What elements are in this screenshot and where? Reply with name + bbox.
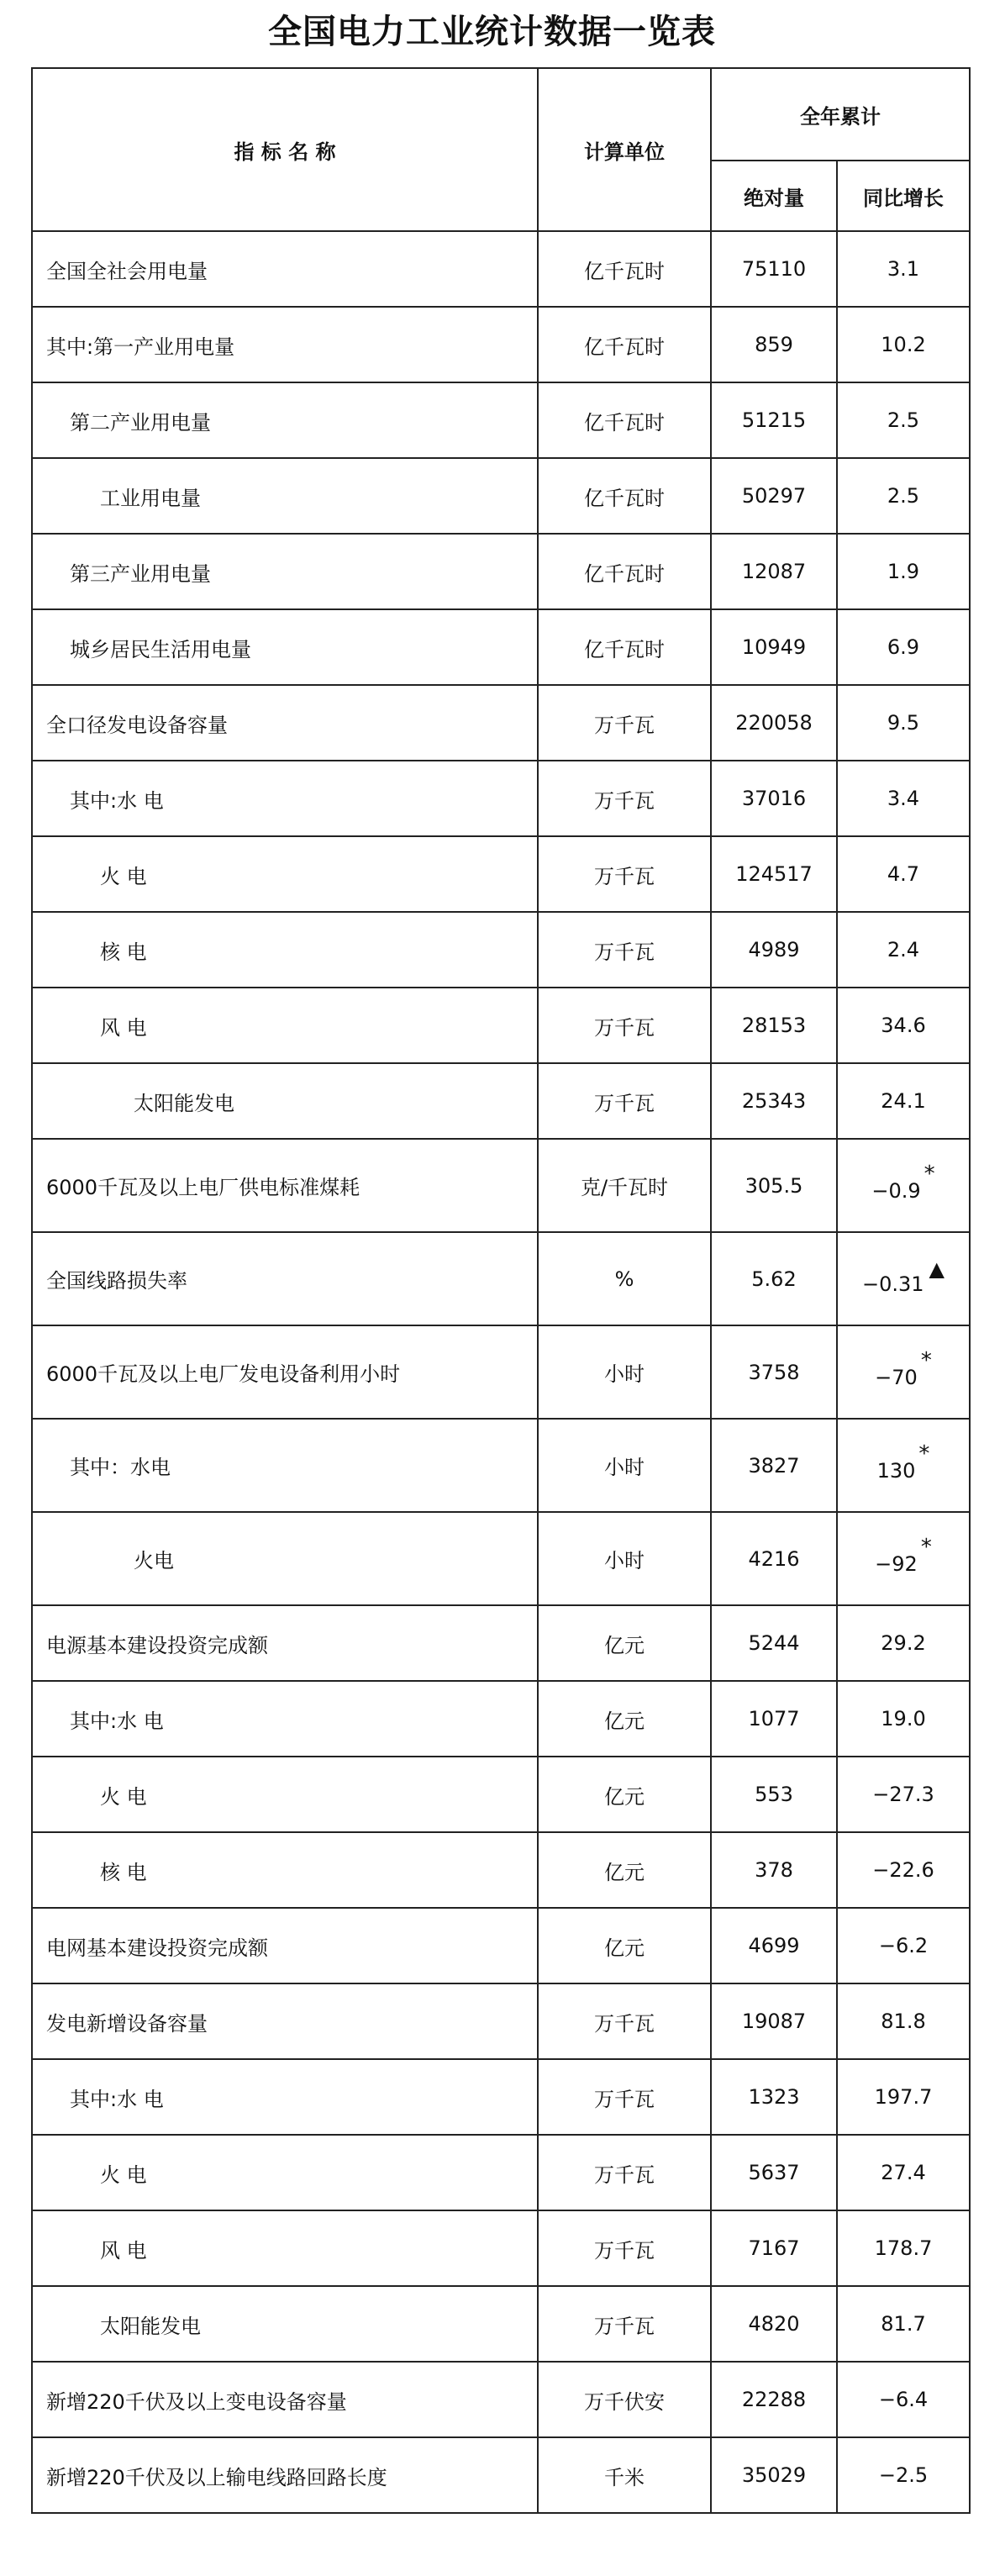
indicator-name: 其中:水 电 (32, 2059, 538, 2135)
yoy-growth-value: −92 (875, 1551, 918, 1576)
table-row (32, 458, 970, 534)
table-row (32, 1232, 970, 1325)
absolute-value: 35029 (711, 2437, 837, 2513)
unit-cell: 亿元 (538, 1681, 711, 1757)
absolute-value: 859 (711, 307, 837, 382)
table-row (32, 307, 970, 382)
yoy-growth-value: −27.3 (872, 1783, 934, 1806)
yoy-growth-value: 3.4 (887, 787, 920, 810)
absolute-value: 4820 (711, 2286, 837, 2362)
yoy-growth-cell (837, 458, 970, 534)
indicator-name: 工业用电量 (32, 458, 538, 534)
table-row (32, 2135, 970, 2210)
yoy-growth-value: 2.4 (887, 938, 920, 961)
yoy-growth-value: −0.9 (871, 1178, 921, 1203)
indicator-name: 火电 (32, 1512, 538, 1605)
yoy-growth-cell (837, 1419, 970, 1512)
unit-cell: 万千瓦 (538, 836, 711, 912)
header-indicator-name: 指 标 名 称 (32, 68, 538, 231)
table-row (32, 1832, 970, 1908)
absolute-value: 220058 (711, 685, 837, 761)
table-row (32, 1983, 970, 2059)
unit-cell: 亿千瓦时 (538, 382, 711, 458)
absolute-value: 4699 (711, 1908, 837, 1983)
absolute-value: 3827 (711, 1419, 837, 1512)
unit-cell: 亿千瓦时 (538, 458, 711, 534)
asterisk-marker: * (920, 1347, 932, 1373)
unit-cell: 小时 (538, 1325, 711, 1419)
table-row (32, 988, 970, 1063)
absolute-value: 37016 (711, 761, 837, 836)
yoy-growth-value: 34.6 (881, 1014, 926, 1037)
unit-cell: 亿元 (538, 1832, 711, 1908)
absolute-value: 5.62 (711, 1232, 837, 1325)
yoy-growth-cell (837, 685, 970, 761)
page-title: 全国电力工业统计数据一览表 (268, 13, 716, 51)
absolute-value: 5637 (711, 2135, 837, 2210)
yoy-growth-cell (837, 2210, 970, 2286)
header-absolute: 绝对量 (711, 161, 837, 231)
yoy-growth-value: −2.5 (878, 2463, 929, 2487)
yoy-growth-value: 3.1 (887, 257, 920, 281)
absolute-value: 4216 (711, 1512, 837, 1605)
indicator-name: 电网基本建设投资完成额 (32, 1908, 538, 1983)
yoy-growth-value: −6.2 (878, 1934, 929, 1957)
yoy-growth-value: 24.1 (881, 1089, 926, 1113)
unit-cell: 万千瓦 (538, 2059, 711, 2135)
yoy-growth-value: 178.7 (874, 2236, 933, 2260)
indicator-name: 全国全社会用电量 (32, 231, 538, 307)
yoy-growth-cell (837, 1605, 970, 1681)
table-row (32, 231, 970, 307)
table-row (32, 609, 970, 685)
yoy-growth-cell (837, 1063, 970, 1139)
indicator-name: 新增220千伏及以上输电线路回路长度 (32, 2437, 538, 2513)
unit-cell: 万千瓦 (538, 988, 711, 1063)
unit-cell: 小时 (538, 1419, 711, 1512)
absolute-value: 378 (711, 1832, 837, 1908)
table-row (32, 1139, 970, 1232)
yoy-growth-value: −6.4 (878, 2388, 929, 2411)
table-row (32, 382, 970, 458)
yoy-growth-cell (837, 2059, 970, 2135)
yoy-growth-value: 81.7 (881, 2312, 926, 2336)
absolute-value: 19087 (711, 1983, 837, 2059)
yoy-growth-value: 2.5 (887, 408, 920, 432)
table-row (32, 685, 970, 761)
yoy-growth-cell (837, 231, 970, 307)
yoy-growth-cell (837, 1512, 970, 1605)
table-row (32, 836, 970, 912)
yoy-growth-cell (837, 382, 970, 458)
yoy-growth-value: 19.0 (881, 1707, 926, 1731)
indicator-name: 发电新增设备容量 (32, 1983, 538, 2059)
absolute-value: 7167 (711, 2210, 837, 2286)
indicator-name: 火 电 (32, 2135, 538, 2210)
indicator-name: 电源基本建设投资完成额 (32, 1605, 538, 1681)
header-annual-cumulative: 全年累计 (711, 68, 970, 161)
absolute-value: 28153 (711, 988, 837, 1063)
absolute-value: 22288 (711, 2362, 837, 2437)
yoy-growth-value: 130 (876, 1458, 916, 1483)
yoy-growth-cell (837, 761, 970, 836)
unit-cell: 亿千瓦时 (538, 307, 711, 382)
unit-cell: 亿千瓦时 (538, 534, 711, 609)
unit-cell: 小时 (538, 1512, 711, 1605)
unit-cell: 万千瓦 (538, 685, 711, 761)
absolute-value: 305.5 (711, 1139, 837, 1232)
table-row (32, 761, 970, 836)
unit-cell: 万千瓦 (538, 2286, 711, 2362)
unit-cell: 亿千瓦时 (538, 231, 711, 307)
absolute-value: 1077 (711, 1681, 837, 1757)
absolute-value: 12087 (711, 534, 837, 609)
table-row (32, 1681, 970, 1757)
yoy-growth-cell (837, 534, 970, 609)
yoy-growth-value: 9.5 (887, 711, 920, 735)
unit-cell: 万千瓦 (538, 761, 711, 836)
unit-cell: 亿元 (538, 1605, 711, 1681)
absolute-value: 51215 (711, 382, 837, 458)
yoy-growth-cell (837, 1832, 970, 1908)
table-row (32, 1063, 970, 1139)
indicator-name: 全国线路损失率 (32, 1232, 538, 1325)
unit-cell: 亿元 (538, 1757, 711, 1832)
yoy-growth-value: −0.31 (861, 1272, 924, 1296)
indicator-name: 风 电 (32, 2210, 538, 2286)
yoy-growth-value: 197.7 (874, 2085, 933, 2109)
table-row (32, 1605, 970, 1681)
indicator-name: 新增220千伏及以上变电设备容量 (32, 2362, 538, 2437)
absolute-value: 50297 (711, 458, 837, 534)
table-row (32, 534, 970, 609)
yoy-growth-cell (837, 1983, 970, 2059)
yoy-growth-cell (837, 609, 970, 685)
absolute-value: 3758 (711, 1325, 837, 1419)
yoy-growth-value: 1.9 (887, 560, 920, 583)
header-unit: 计算单位 (538, 68, 711, 231)
header-row-1 (32, 68, 970, 161)
indicator-name: 第二产业用电量 (32, 382, 538, 458)
yoy-growth-value: 27.4 (881, 2161, 926, 2184)
indicator-name: 太阳能发电 (32, 1063, 538, 1139)
unit-cell: 万千瓦 (538, 2210, 711, 2286)
yoy-growth-cell (837, 1139, 970, 1232)
indicator-name: 第三产业用电量 (32, 534, 538, 609)
unit-cell: 万千伏安 (538, 2362, 711, 2437)
table-row (32, 2059, 970, 2135)
indicator-name: 其中:第一产业用电量 (32, 307, 538, 382)
indicator-name: 6000千瓦及以上电厂供电标准煤耗 (32, 1139, 538, 1232)
indicator-name: 核 电 (32, 1832, 538, 1908)
absolute-value: 75110 (711, 231, 837, 307)
indicator-name: 火 电 (32, 836, 538, 912)
unit-cell: 亿千瓦时 (538, 609, 711, 685)
indicator-name: 其中:水 电 (32, 761, 538, 836)
absolute-value: 124517 (711, 836, 837, 912)
yoy-growth-value: 2.5 (887, 484, 920, 508)
table-row (32, 912, 970, 988)
asterisk-marker: * (920, 1534, 932, 1560)
table-row (32, 1512, 970, 1605)
table-row (32, 1908, 970, 1983)
yoy-growth-cell (837, 2437, 970, 2513)
yoy-growth-value: 4.7 (887, 862, 920, 886)
yoy-growth-cell (837, 2286, 970, 2362)
absolute-value: 25343 (711, 1063, 837, 1139)
yoy-growth-cell (837, 307, 970, 382)
yoy-growth-cell (837, 1908, 970, 1983)
statistics-table (31, 67, 971, 2514)
indicator-name: 其中：水电 (32, 1419, 538, 1512)
header-yoy-growth: 同比增长 (837, 161, 970, 231)
absolute-value: 5244 (711, 1605, 837, 1681)
yoy-growth-value: −22.6 (872, 1858, 934, 1882)
asterisk-marker: * (923, 1161, 935, 1187)
table-row (32, 2362, 970, 2437)
indicator-name: 风 电 (32, 988, 538, 1063)
yoy-growth-value: 10.2 (881, 333, 926, 356)
yoy-growth-value: 29.2 (881, 1631, 926, 1655)
indicator-name: 6000千瓦及以上电厂发电设备利用小时 (32, 1325, 538, 1419)
table-row (32, 2437, 970, 2513)
unit-cell: 万千瓦 (538, 2135, 711, 2210)
table-row (32, 2286, 970, 2362)
yoy-growth-cell (837, 1325, 970, 1419)
yoy-growth-cell (837, 912, 970, 988)
table-row (32, 1419, 970, 1512)
unit-cell: 万千瓦 (538, 1983, 711, 2059)
triangle-marker: ▲ (929, 1256, 945, 1281)
yoy-growth-cell (837, 1757, 970, 1832)
yoy-growth-value: −70 (875, 1365, 918, 1389)
yoy-growth-value: 6.9 (887, 635, 920, 659)
indicator-name: 城乡居民生活用电量 (32, 609, 538, 685)
yoy-growth-cell (837, 1681, 970, 1757)
yoy-growth-value: 81.8 (881, 2010, 926, 2033)
absolute-value: 1323 (711, 2059, 837, 2135)
yoy-growth-cell (837, 1232, 970, 1325)
table-row (32, 1757, 970, 1832)
yoy-growth-cell (837, 836, 970, 912)
absolute-value: 10949 (711, 609, 837, 685)
indicator-name: 太阳能发电 (32, 2286, 538, 2362)
indicator-name: 全口径发电设备容量 (32, 685, 538, 761)
unit-cell: 万千瓦 (538, 1063, 711, 1139)
unit-cell: 千米 (538, 2437, 711, 2513)
unit-cell: 亿元 (538, 1908, 711, 1983)
unit-cell: 万千瓦 (538, 912, 711, 988)
table-row (32, 1325, 970, 1419)
absolute-value: 4989 (711, 912, 837, 988)
indicator-name: 其中:水 电 (32, 1681, 538, 1757)
asterisk-marker: * (918, 1441, 930, 1467)
unit-cell: % (538, 1232, 711, 1325)
yoy-growth-cell (837, 2362, 970, 2437)
table-row (32, 2210, 970, 2286)
indicator-name: 核 电 (32, 912, 538, 988)
yoy-growth-cell (837, 2135, 970, 2210)
indicator-name: 火 电 (32, 1757, 538, 1832)
yoy-growth-cell (837, 988, 970, 1063)
unit-cell: 克/千瓦时 (538, 1139, 711, 1232)
absolute-value: 553 (711, 1757, 837, 1832)
